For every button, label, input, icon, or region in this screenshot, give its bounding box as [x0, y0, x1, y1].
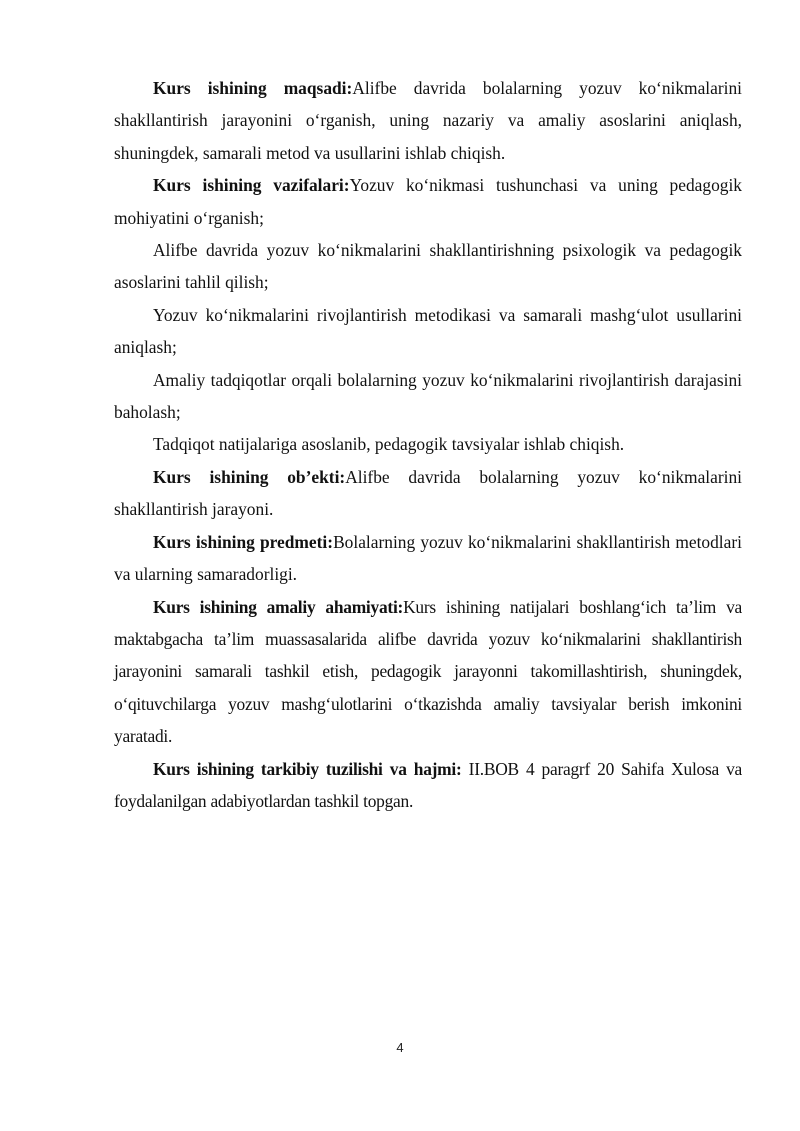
paragraph-text: Alifbe davrida bolalarning yozuv ko‘nikmalarini shakllantirish jarayoni.	[114, 466, 742, 520]
paragraph-label: Kurs ishining tarkibiy tuzilishi va hajmi:	[153, 758, 462, 779]
paragraph-text: Yozuv ko‘nikmasi tushunchasi va uning pedagogik mohiyatini o‘rganish;	[114, 175, 742, 228]
paragraph-tasks	[114, 169, 742, 234]
paragraph-label: Kurs ishining ob’ekti:	[153, 466, 346, 487]
paragraph-structure	[114, 753, 742, 818]
paragraph-task-item	[114, 364, 742, 429]
paragraph-goal	[114, 72, 742, 169]
paragraph-text: Yozuv ko‘nikmalarini rivojlantirish metodikasi va samarali mashg‘ulot usullarini aniqlash;	[114, 304, 742, 358]
document-page	[114, 72, 742, 817]
paragraph-object	[114, 461, 742, 526]
paragraph-label: Kurs ishining vazifalari:	[153, 175, 350, 196]
paragraph-practical-significance	[114, 591, 742, 753]
paragraph-label: Kurs ishining amaliy ahamiyati:	[153, 596, 404, 617]
paragraph-text: Alifbe davrida bolalarning yozuv ko‘nikmalarini shakllantirish jarayonini o‘rganish, uning nazariy va amaliy asoslarini aniqlash, shuningdek, samarali metod va usullarini ishlab chiqish.	[114, 78, 743, 163]
paragraph-text: Alifbe davrida yozuv ko‘nikmalarini shakllantirishning psixologik va pedagogik asoslarini tahlil qilish;	[114, 240, 742, 293]
paragraph-text: Bolalarning yozuv ko‘nikmalarini shakllantirish metodlari va ularning samaradorligi.	[114, 531, 742, 585]
page-number: 4	[396, 1040, 404, 1055]
paragraph-text: Amaliy tadqiqotlar orqali bolalarning yozuv ko‘nikmalarini rivojlantirish darajasini baholash;	[114, 369, 742, 423]
paragraph-text: Tadqiqot natijalariga asoslanib, pedagogik tavsiyalar ishlab chiqish.	[153, 434, 625, 455]
paragraph-text: II.BOB 4 paragrf 20 Sahifa Xulosa va foydalanilgan adabiyotlardan tashkil topgan.	[114, 758, 742, 811]
paragraph-text: Kurs ishining natijalari boshlang‘ich ta’lim va maktabgacha ta’lim muassasalarida alifbe davrida yozuv ko‘nikmalarini shakllantirish jarayonini samarali tashkil etish, pedagogik jarayonni takomillashtirish, shuningdek, o‘qituvchilarga yozuv mashg‘ulotlarini o‘tkazishda amaliy tavsiyalar berish imkonini yaratadi.	[114, 596, 742, 747]
paragraph-label: Kurs ishining predmeti:	[153, 531, 334, 552]
paragraph-task-item	[114, 299, 742, 364]
paragraph-subject	[114, 526, 742, 591]
paragraph-label: Kurs ishining maqsadi:	[153, 78, 353, 98]
paragraph-task-item	[114, 428, 742, 460]
paragraph-task-item	[114, 234, 742, 299]
